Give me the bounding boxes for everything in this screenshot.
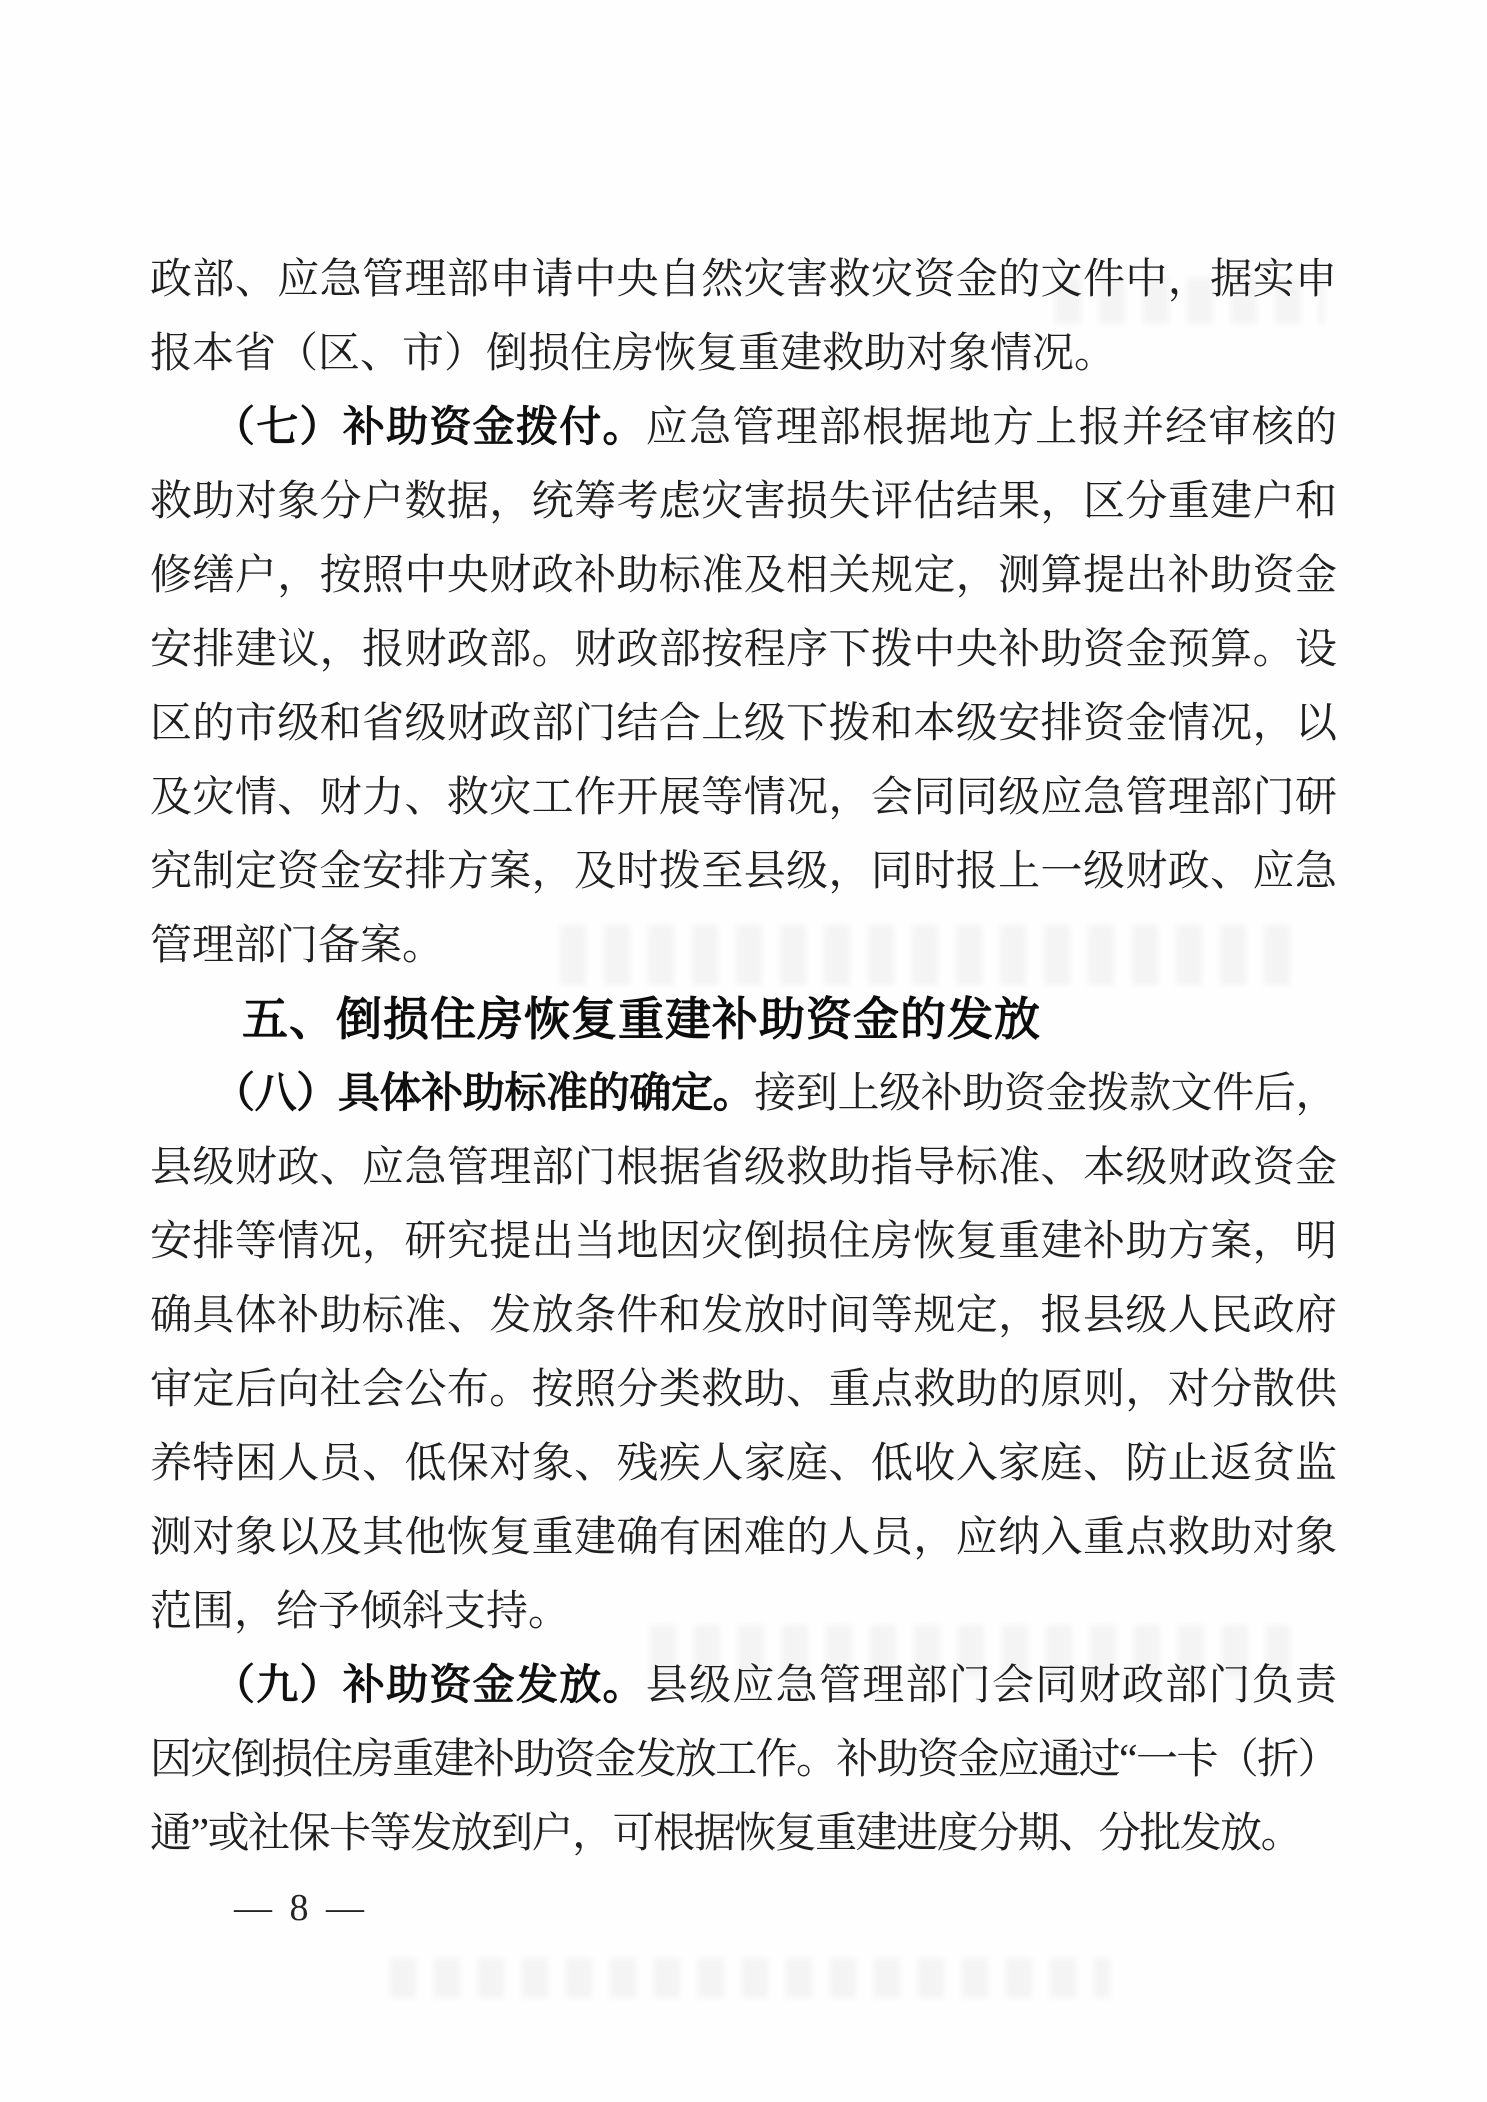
clause-7-label: （七）补助资金拨付。 bbox=[213, 405, 646, 451]
bleedthrough-artifact bbox=[390, 1958, 1110, 1998]
text-line bbox=[150, 1353, 1337, 1427]
line-text: 通”或社保卡等发放到户，可根据恢复重建进度分期、分批发放。 bbox=[150, 1811, 1302, 1857]
line-text: 县级财政、应急管理部门根据省级救助指导标准、本级财政资金 bbox=[150, 1145, 1337, 1191]
text-line bbox=[150, 1205, 1337, 1279]
text-line bbox=[150, 1501, 1337, 1575]
line-text: 测对象以及其他恢复重建确有困难的人员，应纳入重点救助对象 bbox=[150, 1515, 1337, 1561]
text-line bbox=[150, 1279, 1337, 1353]
text-line bbox=[150, 391, 1337, 465]
line-text: 报本省（区、市）倒损住房恢复重建救助对象情况。 bbox=[150, 331, 1117, 377]
text-line bbox=[150, 1797, 1337, 1871]
text-line bbox=[150, 909, 1337, 983]
text-line bbox=[150, 1649, 1337, 1723]
body-text-block bbox=[150, 243, 1337, 1945]
text-line bbox=[150, 465, 1337, 539]
line-text: 因灾倒损住房重建补助资金发放工作。补助资金应通过“一卡（折） bbox=[150, 1737, 1337, 1783]
line-text: 范围，给予倾斜支持。 bbox=[150, 1589, 571, 1635]
text-line bbox=[150, 835, 1337, 909]
text-line bbox=[150, 1575, 1337, 1649]
text-line bbox=[150, 1427, 1337, 1501]
text-line bbox=[150, 1057, 1337, 1131]
text-line bbox=[150, 243, 1337, 317]
text-line bbox=[150, 761, 1337, 835]
text-line bbox=[150, 1131, 1337, 1205]
line-text: 确具体补助标准、发放条件和发放时间等规定，报县级人民政府 bbox=[150, 1293, 1337, 1339]
text-line bbox=[150, 613, 1337, 687]
line-text: 救助对象分户数据，统筹考虑灾害损失评估结果，区分重建户和 bbox=[150, 479, 1337, 525]
line-text: 应急管理部根据地方上报并经审核的 bbox=[645, 405, 1337, 451]
line-text: 接到上级补助资金拨款文件后， bbox=[754, 1071, 1337, 1117]
section-heading bbox=[150, 983, 1337, 1057]
line-text: 及灾情、财力、救灾工作开展等情况，会同同级应急管理部门研 bbox=[150, 775, 1337, 821]
text-line bbox=[150, 539, 1337, 613]
line-text: 区的市级和省级财政部门结合上级下拨和本级安排资金情况，以 bbox=[150, 701, 1337, 747]
text-line bbox=[150, 1723, 1337, 1797]
page-number-text: — 8 — bbox=[234, 1887, 368, 1929]
line-text: 安排建议，报财政部。财政部按程序下拨中央补助资金预算。设 bbox=[150, 627, 1337, 673]
line-text: 审定后向社会公布。按照分类救助、重点救助的原则，对分散供 bbox=[150, 1367, 1337, 1413]
section-heading-text: 五、倒损住房恢复重建补助资金的发放 bbox=[242, 994, 1041, 1045]
line-text: 政部、应急管理部申请中央自然灾害救灾资金的文件中，据实申 bbox=[150, 257, 1337, 303]
text-line bbox=[150, 317, 1337, 391]
line-text: 安排等情况，研究提出当地因灾倒损住房恢复重建补助方案，明 bbox=[150, 1219, 1337, 1265]
clause-8-label: （八）具体补助标准的确定。 bbox=[213, 1071, 755, 1117]
line-text: 养特困人员、低保对象、残疾人家庭、低收入家庭、防止返贫监 bbox=[150, 1441, 1337, 1487]
line-text: 究制定资金安排方案，及时拨至县级，同时报上一级财政、应急 bbox=[150, 849, 1337, 895]
clause-9-label: （九）补助资金发放。 bbox=[213, 1663, 646, 1709]
page-number bbox=[150, 1871, 1337, 1945]
line-text: 管理部门备案。 bbox=[150, 923, 445, 969]
line-text: 修缮户，按照中央财政补助标准及相关规定，测算提出补助资金 bbox=[150, 553, 1337, 599]
text-line bbox=[150, 687, 1337, 761]
line-text: 县级应急管理部门会同财政部门负责 bbox=[645, 1663, 1337, 1709]
